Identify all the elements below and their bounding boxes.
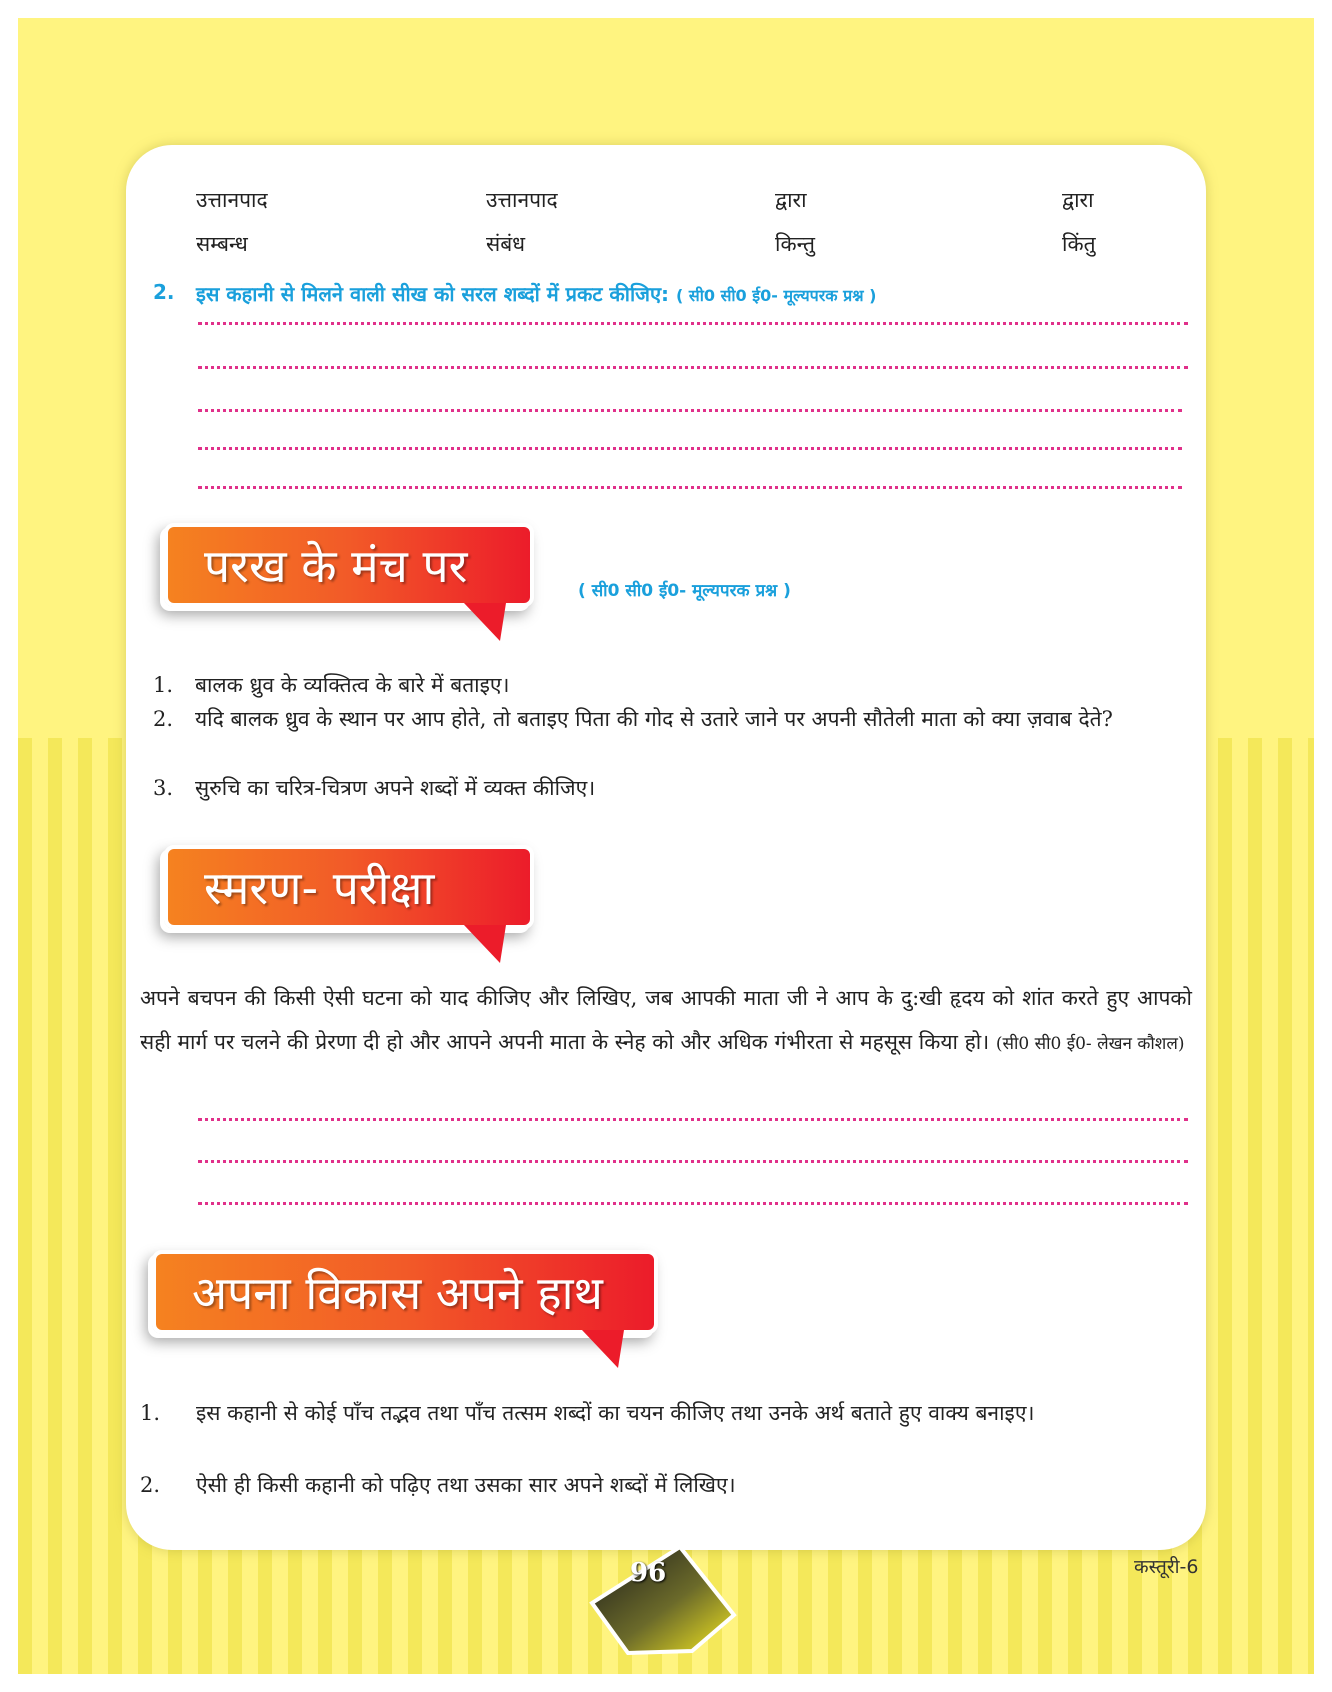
list-item — [140, 1394, 1193, 1470]
item-number: 3. — [153, 776, 174, 800]
question-text-main: इस कहानी से मिलने वाली सीख को सरल शब्दों में प्रकट कीजिए: — [196, 282, 670, 306]
item-text: इस कहानी से कोई पाँच तद्भव तथा पाँच तत्सम शब्दों का चयन कीजिए तथा उनके अर्थ बताते हुए वाक्य बनाइए। — [196, 1401, 1035, 1425]
answer-line[interactable] — [198, 447, 1182, 450]
banner-title: स्मरण- परीक्षा — [164, 845, 534, 929]
banner-tail — [464, 603, 506, 641]
answer-line[interactable] — [198, 409, 1182, 412]
item-text: सुरुचि का चरित्र-चित्रण अपने शब्दों में व्यक्त कीजिए। — [195, 776, 596, 800]
prompt-tag: (सी0 सी0 ई0- लेखन कौशल) — [995, 1034, 1185, 1054]
item-number: 2. — [153, 707, 174, 731]
item-text: यदि बालक ध्रुव के स्थान पर आप होते, तो बताइए पिता की गोद से उतारे जाने पर अपनी सौतेली माता को क्या ज़वाब देते? — [195, 707, 1113, 731]
word-cell: द्वारा — [775, 188, 807, 212]
item-number: 1. — [153, 673, 174, 697]
banner-title: परख के मंच पर — [164, 523, 534, 607]
word-cell: उत्तानपाद — [196, 188, 268, 212]
word-cell: संबंध — [486, 232, 526, 256]
question-tag: ( सी0 सी0 ई0- मूल्यपरक प्रश्न ) — [676, 286, 877, 305]
item-text: बालक ध्रुव के व्यक्तित्व के बारे में बताइए। — [195, 673, 510, 697]
answer-line[interactable] — [198, 1202, 1188, 1205]
page-number: 96 — [630, 1558, 667, 1588]
word-cell: उत्तानपाद — [486, 188, 558, 212]
answer-line[interactable] — [198, 1160, 1188, 1163]
banner-title: अपना विकास अपने हाथ — [152, 1250, 658, 1334]
question-text — [196, 280, 876, 307]
word-cell: किन्तु — [775, 232, 816, 256]
answer-line[interactable] — [198, 366, 1188, 369]
list-item — [153, 700, 1193, 776]
item-number: 1. — [140, 1401, 161, 1425]
item-text: ऐसी ही किसी कहानी को पढ़िए तथा उसका सार अपने शब्दों में लिखिए। — [196, 1473, 736, 1497]
banner-tail — [582, 1330, 624, 1368]
question-number: 2. — [153, 280, 175, 304]
word-cell: सम्बन्ध — [196, 232, 248, 256]
list-item — [140, 1466, 1193, 1504]
prompt-text: अपने बचपन की किसी ऐसी घटना को याद कीजिए और लिखिए, जब आपकी माता जी ने आप के दु:खी हृदय को शांत करते हुए आपको सही मार्ग पर चलने की प्रेरणा दी हो और आपने अपनी माता के स्नेह को और अधिक गंभीरता से महसूस किया हो। — [140, 986, 1192, 1054]
item-number: 2. — [140, 1473, 161, 1497]
banner-tail — [464, 925, 506, 963]
word-cell: द्वारा — [1062, 188, 1094, 212]
answer-line[interactable] — [198, 322, 1188, 325]
book-name: कस्तूरी-6 — [1134, 1556, 1199, 1578]
section-tag: ( सी0 सी0 ई0- मूल्यपरक प्रश्न ) — [578, 581, 791, 601]
answer-line[interactable] — [198, 486, 1182, 489]
list-item — [153, 769, 1193, 807]
prompt-paragraph — [140, 976, 1192, 1066]
list-item — [153, 666, 1193, 704]
word-cell: किंतु — [1062, 232, 1096, 256]
answer-line[interactable] — [198, 1118, 1188, 1121]
